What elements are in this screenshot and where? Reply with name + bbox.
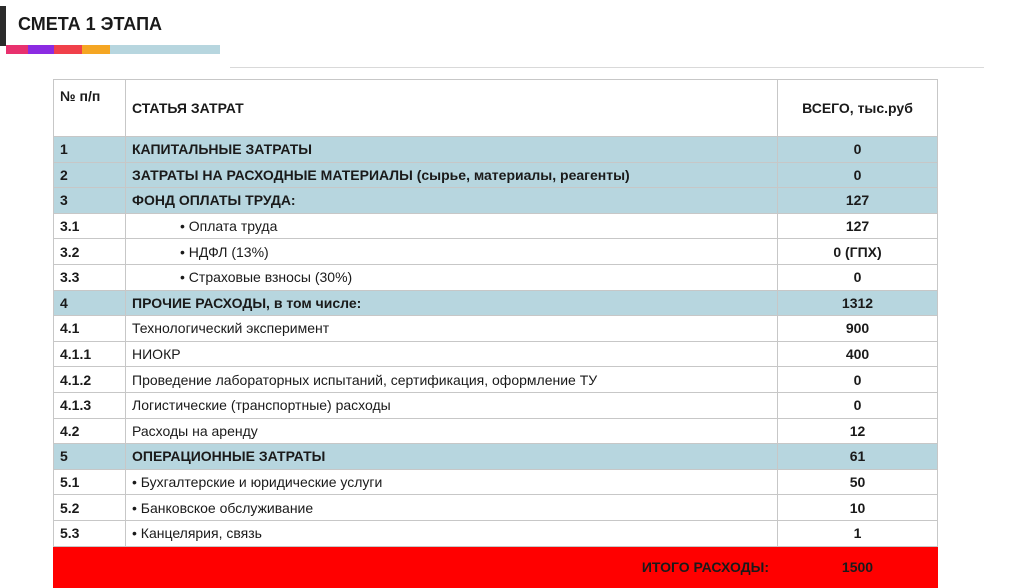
row-item: ОПЕРАЦИОННЫЕ ЗАТРАТЫ (126, 444, 778, 470)
total-value: 1500 (778, 546, 938, 587)
row-num: 2 (54, 162, 126, 188)
total-label: ИТОГО РАСХОДЫ: (54, 546, 778, 587)
row-item: ЗАТРАТЫ НА РАСХОДНЫЕ МАТЕРИАЛЫ (сырье, материалы, реагенты) (126, 162, 778, 188)
row-value: 0 (778, 264, 938, 290)
total-row (54, 546, 938, 587)
row-num: 3 (54, 188, 126, 214)
decor-stripe-orange (82, 45, 110, 54)
row-item: Логистические (транспортные) расходы (126, 392, 778, 418)
table-row (54, 495, 938, 521)
row-item: ПРОЧИЕ РАСХОДЫ, в том числе: (126, 290, 778, 316)
row-value: 1312 (778, 290, 938, 316)
decor-stripe-pink (6, 45, 28, 54)
row-num: 5.2 (54, 495, 126, 521)
row-num: 4.1.3 (54, 392, 126, 418)
table-row (54, 137, 938, 163)
row-value: 1 (778, 520, 938, 546)
row-num: 4.2 (54, 418, 126, 444)
row-num: 5.1 (54, 469, 126, 495)
decor-stripe-purple (28, 45, 54, 54)
table-row (54, 162, 938, 188)
row-value: 900 (778, 316, 938, 342)
row-value: 127 (778, 213, 938, 239)
row-value: 12 (778, 418, 938, 444)
table-row (54, 264, 938, 290)
table-row (54, 520, 938, 546)
table-row (54, 418, 938, 444)
table-row (54, 316, 938, 342)
row-value: 0 (778, 162, 938, 188)
title-accent-bar (0, 6, 6, 46)
row-value: 0 (778, 392, 938, 418)
decor-stripe-lightblue (110, 45, 220, 54)
table-row (54, 341, 938, 367)
decor-stripe-red (54, 45, 82, 54)
table-row (54, 290, 938, 316)
row-num: 5 (54, 444, 126, 470)
row-item: • Оплата труда (126, 213, 778, 239)
header-total: ВСЕГО, тыс.руб (778, 80, 938, 137)
row-value: 0 (778, 367, 938, 393)
row-item: КАПИТАЛЬНЫЕ ЗАТРАТЫ (126, 137, 778, 163)
row-value: 0 (778, 137, 938, 163)
row-item: Проведение лабораторных испытаний, сертификация, оформление ТУ (126, 367, 778, 393)
header-item: СТАТЬЯ ЗАТРАТ (126, 80, 778, 137)
row-item: • Страховые взносы (30%) (126, 264, 778, 290)
row-value: 127 (778, 188, 938, 214)
table-row (54, 469, 938, 495)
row-item: • Бухгалтерские и юридические услуги (126, 469, 778, 495)
row-num: 4.1 (54, 316, 126, 342)
row-value: 50 (778, 469, 938, 495)
table-row (54, 444, 938, 470)
row-item: НИОКР (126, 341, 778, 367)
row-num: 4 (54, 290, 126, 316)
row-item: Расходы на аренду (126, 418, 778, 444)
row-value: 400 (778, 341, 938, 367)
row-num: 3.2 (54, 239, 126, 265)
row-item: • НДФЛ (13%) (126, 239, 778, 265)
divider-line (230, 67, 984, 68)
row-num: 1 (54, 137, 126, 163)
table-row (54, 239, 938, 265)
row-item: • Банковское обслуживание (126, 495, 778, 521)
row-value: 61 (778, 444, 938, 470)
table-row (54, 213, 938, 239)
row-item: • Канцелярия, связь (126, 520, 778, 546)
row-num: 5.3 (54, 520, 126, 546)
table-row (54, 188, 938, 214)
budget-table (53, 79, 938, 588)
row-item: Технологический эксперимент (126, 316, 778, 342)
row-num: 3.3 (54, 264, 126, 290)
row-num: 4.1.2 (54, 367, 126, 393)
row-value: 0 (ГПХ) (778, 239, 938, 265)
row-item: ФОНД ОПЛАТЫ ТРУДА: (126, 188, 778, 214)
page-title: СМЕТА 1 ЭТАПА (18, 14, 162, 34)
header-num: № п/п (54, 80, 126, 137)
row-num: 3.1 (54, 213, 126, 239)
table-row (54, 392, 938, 418)
row-value: 10 (778, 495, 938, 521)
table-row (54, 367, 938, 393)
table-header-row (54, 80, 938, 137)
row-num: 4.1.1 (54, 341, 126, 367)
